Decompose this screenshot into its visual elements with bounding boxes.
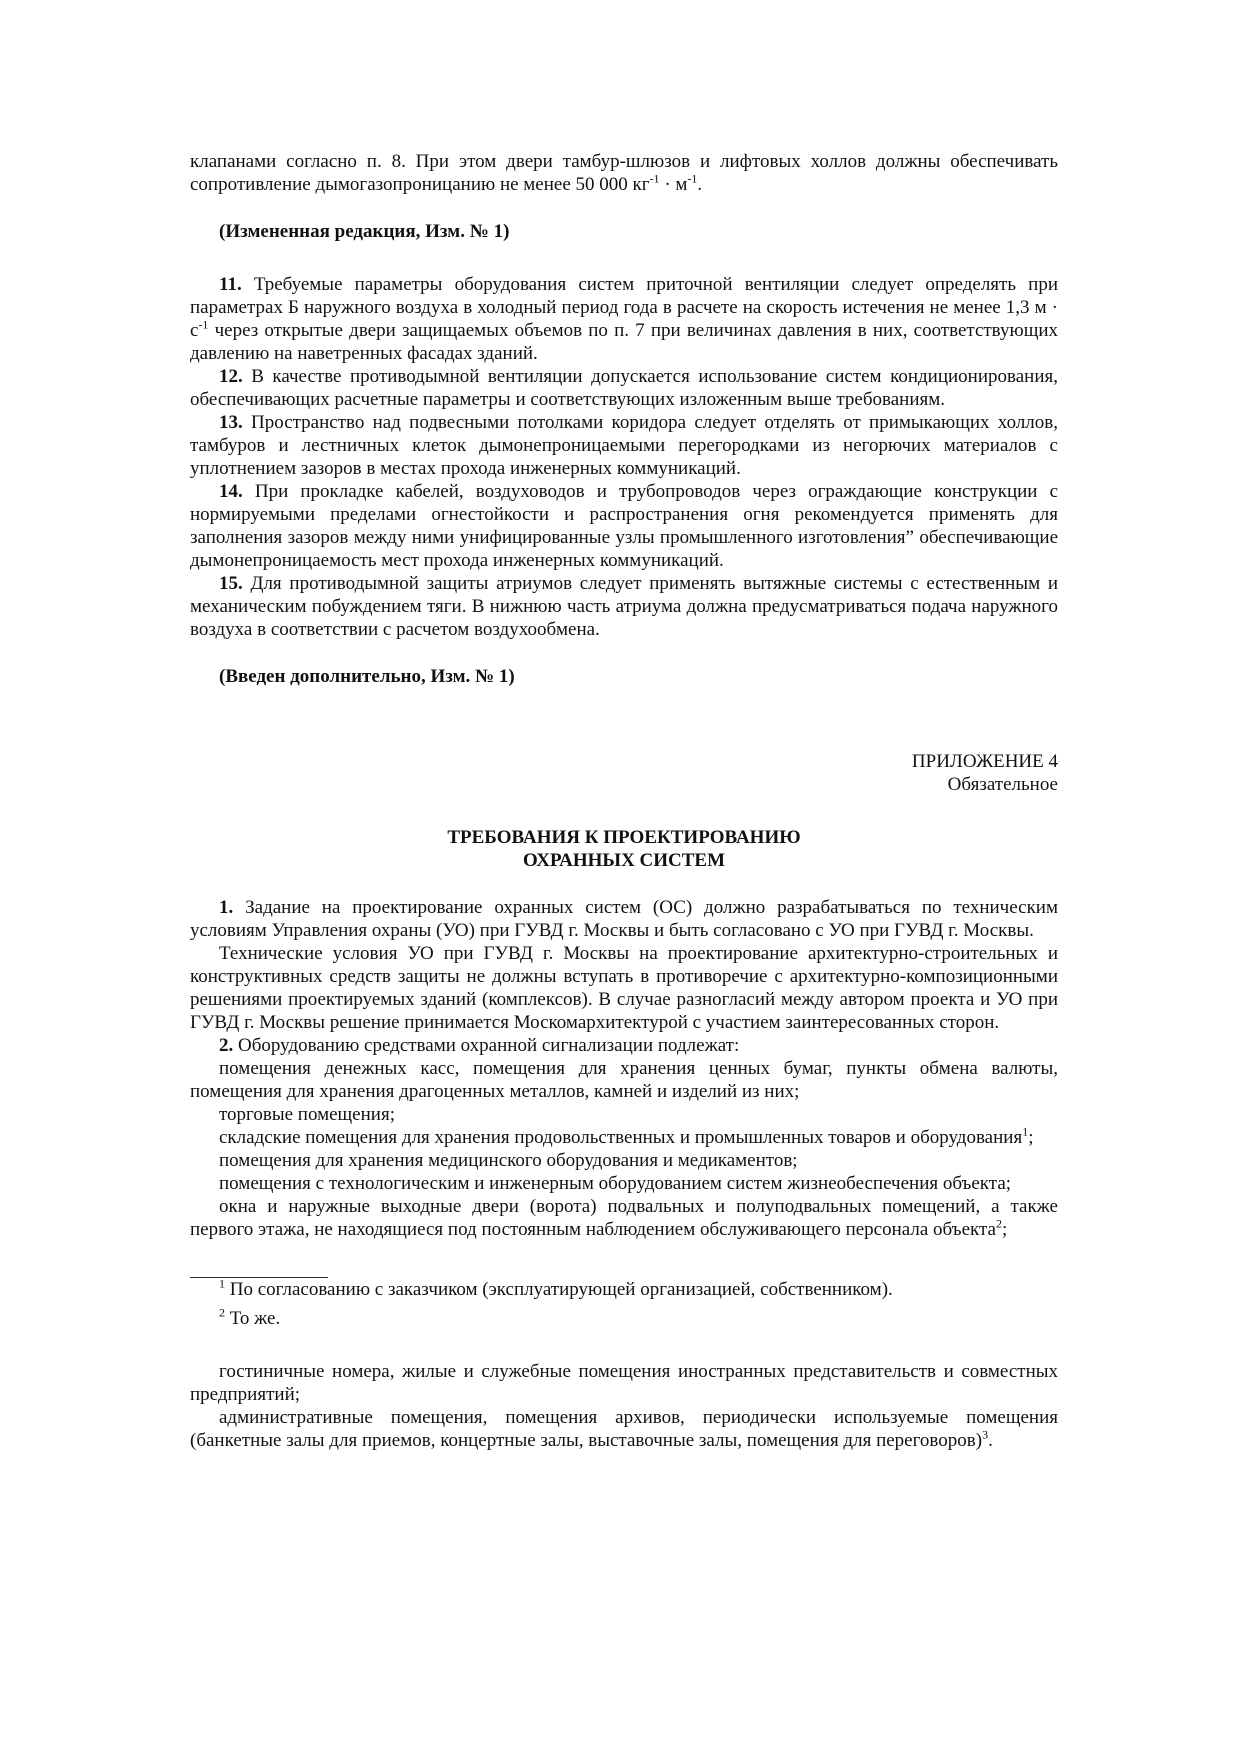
amendment-note-1: (Измененная редакция, Изм. № 1) (219, 221, 510, 242)
clause-14: 14. При прокладке кабелей, воздуховодов и трубопроводов через ограждающие конструкции с нормируемыми пределами огнестойкости и распространения огня рекомендуется применять для заполнения зазоров между ними унифицированные узлы промышленного изготовления” обеспечивающие дымонепроницаемость мест прохода инженерных коммуникаций. (190, 481, 1058, 571)
amendment-note-2: (Введен дополнительно, Изм. № 1) (219, 666, 515, 687)
clause-13: 13. Пространство над подвесными потолками коридора следует отделять от примыкающих холлов, тамбуров и лестничных клеток дымонепроницаемыми перегородками из негорючих материалов с уплотнением зазоров в местах прохода инженерных коммуникаций. (190, 412, 1058, 479)
footnote-2: $^2$ То же. (219, 1305, 281, 1329)
list-item-warehouses: складские помещения для хранения продовольственных и промышленных товаров и оборудования$^1$; (219, 1124, 1034, 1148)
section-title-line-2: ОХРАННЫХ СИСТЕМ (522, 850, 726, 871)
paragraph-doors-resistance: клапанами согласно п. 8. При этом двери тамбур-шлюзов и лифтовых холлов должны обеспечивать сопротивление дымогазопроницанию не менее 50 000 $кг^{-1} \cdot м^{-1}$. (190, 151, 1058, 195)
list-item-trade-rooms: торговые помещения; (219, 1104, 395, 1125)
section-title-line-1: ТРЕБОВАНИЯ К ПРОЕКТИРОВАНИЮ (447, 827, 801, 848)
document-page (190, 150, 1058, 1452)
clause-1: 1. Задание на проектирование охранных систем (ОС) должно разрабатываться по техническим условиям Управления охраны (УО) при ГУВД г. Москвы и быть согласовано с УО при ГУВД г. Москвы. (190, 897, 1058, 941)
section-title (190, 826, 1058, 872)
clause-11: 11. Требуемые параметры оборудования систем приточной вентиляции следует определять при параметрах Б наружного воздуха в холодный период года в расчете на скорость истечения не менее 1,3 $м \cdot с^{-1}$ через открытые двери защищаемых объемов по п. 7 при величинах давления в них, соответствующих давлению на наветренных фасадах зданий. (190, 274, 1058, 364)
list-item-administrative-rooms: административные помещения, помещения архивов, периодически используемые помещения (банкетные залы для приемов, концертные залы, выставочные залы, помещения для переговоров)$^3$. (190, 1407, 1058, 1451)
list-item-cash-rooms: помещения денежных касс, помещения для хранения ценных бумаг, пункты обмена валюты, помещения для хранения драгоценных металлов, камней и изделий из них; (190, 1058, 1058, 1102)
appendix-label: ПРИЛОЖЕНИЕ 4 (911, 751, 1058, 772)
footnote-1: $^1$ По согласованию с заказчиком (эксплуатирующей организацией, собственником). (219, 1276, 893, 1300)
list-item-windows-doors: окна и наружные выходные двери (ворота) подвальных и полуподвальных помещений, а также первого этажа, не находящиеся под постоянным наблюдением обслуживающего персонала объекта$^2$; (190, 1196, 1058, 1240)
clause-2: 2. Оборудованию средствами охранной сигнализации подлежат: (219, 1035, 740, 1056)
clause-12: 12. В качестве противодымной вентиляции допускается использование систем кондиционирования, обеспечивающих расчетные параметры и соответствующих изложенным выше требованиям. (190, 366, 1058, 410)
clause-15: 15. Для противодымной защиты атриумов следует применять вытяжные системы с естественным и механическим побуждением тяги. В нижнюю часть атриума должна предусматриваться подача наружного воздуха в соответствии с расчетом воздухообмена. (190, 573, 1058, 640)
appendix-status: Обязательное (947, 774, 1058, 795)
list-item-medical-storage: помещения для хранения медицинского оборудования и медикаментов; (219, 1150, 798, 1171)
list-item-life-support: помещения с технологическим и инженерным оборудованием систем жизнеобеспечения объекта; (219, 1173, 1012, 1194)
list-item-hotel-rooms: гостиничные номера, жилые и служебные помещения иностранных представительств и совместных предприятий; (190, 1361, 1058, 1405)
clause-1-technical-conditions: Технические условия УО при ГУВД г. Москвы на проектирование архитектурно-строительных и конструктивных средств защиты не должны вступать в противоречие с архитектурно-композиционными решениями проектируемых зданий (комплексов). В случае разногласий между автором проекта и УО при ГУВД г. Москвы решение принимается Москомархитектурой с участием заинтересованных сторон. (190, 943, 1058, 1033)
